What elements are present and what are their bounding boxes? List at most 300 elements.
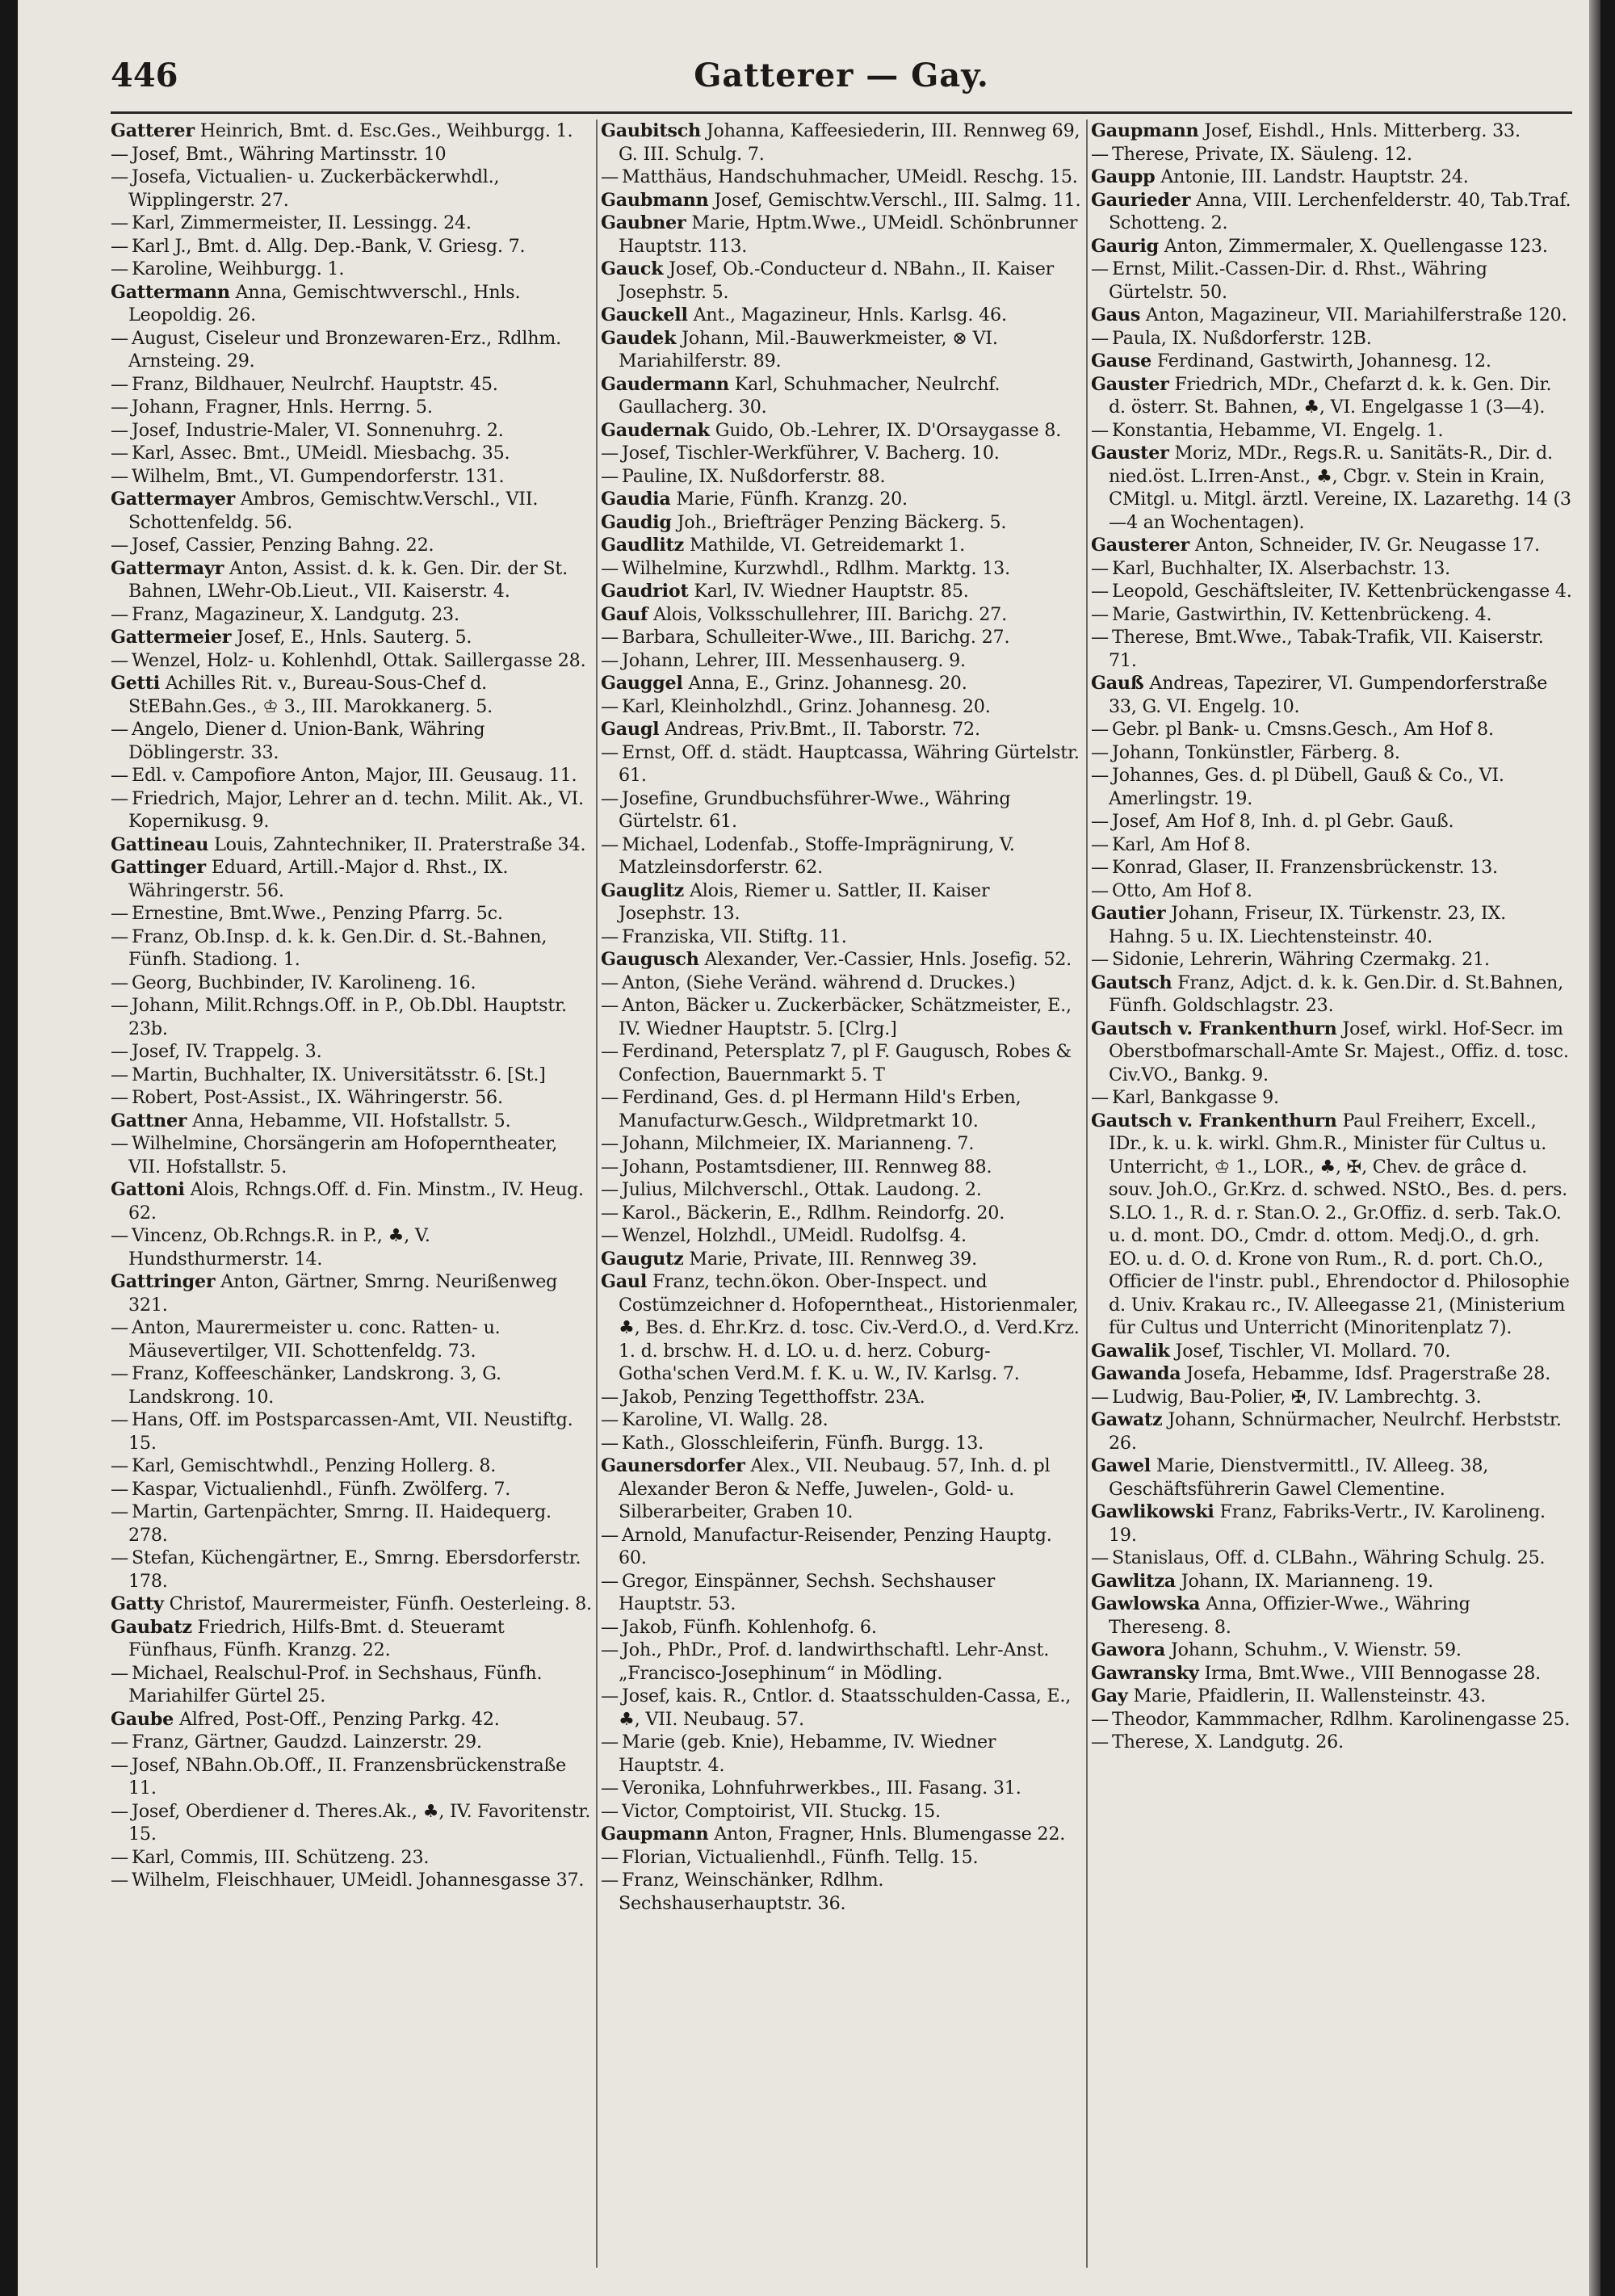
directory-entry	[111, 1454, 592, 1478]
directory-entry	[601, 511, 1082, 535]
entry-details: Marie, Private, III. Rennweg 39.	[689, 1248, 977, 1270]
entry-details: Wenzel, Holz- u. Kohlenhdl, Ottak. Saillergasse 28.	[132, 649, 586, 671]
repeat-dash: —	[111, 397, 128, 418]
repeat-dash: —	[1091, 719, 1109, 740]
repeat-dash: —	[111, 972, 128, 993]
repeat-dash: —	[1091, 879, 1109, 901]
directory-entry	[601, 189, 1082, 212]
directory-entry	[1091, 1731, 1572, 1754]
entry-details: Ernst, Milit.-Cassen-Dir. d. Rhst., Währing Gürtelstr. 50.	[1109, 258, 1487, 303]
directory-entry	[601, 1524, 1082, 1570]
entry-details: Ambros, Gemischtw.Verschl., VII. Schottenfeldg. 56.	[128, 489, 539, 533]
entry-details: Kath., Glosschleiferin, Fünfh. Burgg. 13.	[622, 1432, 984, 1454]
entry-details: Marie, Hptm.Wwe., UMeidl. Schönbrunner Hauptstr. 113.	[619, 212, 1078, 257]
entry-details: Karl, Zimmermeister, II. Lessingg. 24.	[132, 212, 472, 233]
directory-entry	[601, 1454, 1082, 1524]
directory-entry	[1091, 1685, 1572, 1708]
column-divider	[1086, 120, 1088, 2268]
repeat-dash: —	[111, 1363, 128, 1384]
directory-entry	[601, 419, 1082, 443]
entry-details: Veronika, Lohnfuhrwerkbes., III. Fasang. 31.	[622, 1778, 1021, 1799]
repeat-dash: —	[601, 995, 619, 1016]
entry-details: Victor, Comptoirist, VII. Stuckg. 15.	[622, 1800, 941, 1822]
entry-details: Jakob, Penzing Tegetthoffstr. 23A.	[622, 1386, 925, 1408]
entry-details: Anton, Gärtner, Smrng. Neurißenweg 321.	[128, 1271, 558, 1316]
directory-entry	[1091, 1408, 1572, 1454]
repeat-dash: —	[111, 1731, 128, 1752]
entry-details: Pauline, IX. Nußdorferstr. 88.	[622, 465, 886, 487]
entry-details: Michael, Lodenfab., Stoffe-Imprägnirung, V. Matzleinsdorferstr. 62.	[619, 833, 1015, 878]
directory-entry	[1091, 1454, 1572, 1501]
entry-details: Marie, Fünfh. Kranzg. 20.	[676, 489, 908, 510]
directory-entry	[601, 304, 1082, 327]
directory-entry	[1091, 972, 1572, 1018]
entry-surname: Gattermann	[111, 281, 230, 303]
entry-details: Gregor, Einspänner, Sechsh. Sechshauser Hauptstr. 53.	[619, 1570, 996, 1614]
directory-entry	[1091, 626, 1572, 672]
repeat-dash: —	[111, 903, 128, 924]
entry-surname: Gaurig	[1091, 235, 1159, 257]
directory-entry	[111, 1800, 592, 1846]
repeat-dash: —	[601, 787, 619, 809]
directory-entry	[111, 856, 592, 902]
repeat-dash: —	[1091, 949, 1109, 970]
repeat-dash: —	[601, 1870, 619, 1891]
directory-entry	[601, 879, 1082, 926]
repeat-dash: —	[111, 1455, 128, 1476]
directory-entry	[601, 1800, 1082, 1824]
entry-details: Hans, Off. im Postsparcassen-Amt, VII. Neustiftg. 15.	[128, 1409, 573, 1454]
entry-details: Josef, wirkl. Hof-Secr. im Oberstbofmarschall-Amte Sr. Majest., Offiz. d. tosc. Civ.VO., Bankg. 9.	[1109, 1018, 1569, 1085]
entry-details: Karl J., Bmt. d. Allg. Dep.-Bank, V. Griesg. 7.	[132, 235, 526, 257]
directory-entry	[111, 1754, 592, 1800]
entry-details: Arnold, Manufactur-Reisender, Penzing Hauptg. 60.	[619, 1524, 1052, 1568]
repeat-dash: —	[1091, 1386, 1109, 1408]
entry-details: Anton, Zimmermaler, X. Quellengasse 123.	[1164, 235, 1548, 257]
repeat-dash: —	[111, 166, 128, 187]
directory-entry	[601, 1616, 1082, 1639]
directory-entry	[1091, 350, 1572, 373]
repeat-dash: —	[111, 765, 128, 786]
directory-entry	[1091, 1570, 1572, 1593]
directory-entry	[111, 534, 592, 557]
directory-entry	[601, 534, 1082, 557]
directory-entry	[111, 327, 592, 373]
entry-details: Ernst, Off. d. städt. Hauptcassa, Währing Gürtelstr. 61.	[619, 741, 1080, 786]
directory-entry	[601, 1869, 1082, 1915]
directory-entry	[601, 258, 1082, 304]
directory-entry	[1091, 189, 1572, 235]
entry-details: Franz, Koffeeschänker, Landskrong. 3, G. Landskrong. 10.	[128, 1363, 501, 1408]
directory-entry	[601, 1685, 1082, 1731]
entry-surname: Gaudlitz	[601, 535, 685, 556]
entry-surname: Gaugusch	[601, 949, 699, 970]
directory-entry	[601, 120, 1082, 166]
repeat-dash: —	[601, 1179, 619, 1200]
directory-entry	[1091, 1362, 1572, 1386]
entry-details: Vincenz, Ob.Rchngs.R. in P., ♣, V. Hundsthurmerstr. 14.	[128, 1225, 430, 1270]
entry-surname: Gaudernak	[601, 419, 710, 441]
entry-surname: Gaugutz	[601, 1248, 684, 1270]
entry-details: Josef, Industrie-Maler, VI. Sonnenuhrg. 2.	[132, 419, 504, 441]
entry-details: Heinrich, Bmt. d. Esc.Ges., Weihburgg. 1.	[199, 120, 573, 141]
entry-surname: Gawanda	[1091, 1363, 1181, 1384]
repeat-dash: —	[111, 926, 128, 947]
repeat-dash: —	[111, 235, 128, 257]
repeat-dash: —	[111, 1409, 128, 1430]
entry-details: Otto, Am Hof 8.	[1112, 879, 1252, 901]
directory-entry	[601, 649, 1082, 673]
entry-surname: Gattoni	[111, 1179, 185, 1200]
repeat-dash: —	[111, 373, 128, 395]
directory-entry	[111, 672, 592, 718]
repeat-dash: —	[601, 1731, 619, 1752]
entry-details: Anton, Maurermeister u. conc. Ratten- u. Mäusevertilger, VII. Schottenfeldg. 73.	[128, 1317, 501, 1362]
entry-details: Georg, Buchbinder, IV. Karolineng. 16.	[132, 972, 476, 993]
entry-surname: Gaudig	[601, 511, 672, 533]
directory-entry	[601, 1846, 1082, 1870]
entry-details: Ferdinand, Petersplatz 7, pl F. Gaugusch, Robes & Confection, Bauernmarkt 5. T	[619, 1041, 1072, 1085]
entry-details: Andreas, Priv.Bmt., II. Taborstr. 72.	[665, 719, 980, 740]
entry-details: Joh., Briefträger Penzing Bäckerg. 5.	[677, 511, 1007, 533]
directory-entry	[601, 1386, 1082, 1409]
directory-entry	[1091, 718, 1572, 741]
entry-details: Wilhelm, Bmt., VI. Gumpendorferstr. 131.	[132, 465, 505, 487]
repeat-dash: —	[111, 327, 128, 349]
directory-entry	[601, 1777, 1082, 1800]
page-number: 446	[111, 57, 178, 94]
repeat-dash: —	[111, 1846, 128, 1868]
entry-surname: Gauster	[1091, 443, 1169, 464]
entry-surname: Gauß	[1091, 673, 1144, 694]
entry-details: Josefine, Grundbuchsführer-Wwe., Währing Gürtelstr. 61.	[619, 787, 1011, 832]
column-3	[1091, 120, 1572, 2268]
directory-entry	[601, 718, 1082, 741]
directory-entry	[1091, 672, 1572, 718]
directory-entry	[111, 166, 592, 212]
entry-details: Karol., Bäckerin, E., Rdlhm. Reindorfg. 20.	[622, 1202, 1005, 1224]
entry-details: Matthäus, Handschuhmacher, UMeidl. Reschg. 15.	[622, 166, 1078, 187]
directory-entry	[601, 1086, 1082, 1132]
directory-entry	[601, 948, 1082, 972]
repeat-dash: —	[1091, 741, 1109, 763]
entry-details: Karl, Am Hof 8.	[1112, 833, 1251, 855]
repeat-dash: —	[601, 1133, 619, 1154]
directory-entry	[1091, 810, 1572, 833]
entry-details: Franz, Ob.Insp. d. k. k. Gen.Dir. d. St.-Bahnen, Fünfh. Stadiong. 1.	[128, 926, 547, 970]
entry-details: Stanislaus, Off. d. CLBahn., Währing Schulg. 25.	[1112, 1547, 1546, 1568]
entry-surname: Gattner	[111, 1110, 187, 1131]
entry-details: Theodor, Kammmacher, Rdlhm. Karolinengasse 25.	[1112, 1708, 1571, 1730]
directory-entry	[1091, 143, 1572, 166]
repeat-dash: —	[111, 649, 128, 671]
running-head: Gatterer — Gay.	[694, 57, 989, 94]
entry-details: Irma, Bmt.Wwe., VIII Bennogasse 28.	[1204, 1662, 1542, 1684]
directory-entry	[111, 1086, 592, 1110]
directory-entry	[601, 1040, 1082, 1086]
entry-surname: Getti	[111, 673, 160, 694]
directory-entry	[1091, 603, 1572, 627]
entry-surname: Gausterer	[1091, 535, 1190, 556]
entry-surname: Gaurieder	[1091, 189, 1191, 211]
entry-details: Josef, NBahn.Ob.Off., II. Franzensbrückenstraße 11.	[128, 1754, 567, 1799]
entry-surname: Gaus	[1091, 304, 1141, 325]
repeat-dash: —	[601, 1570, 619, 1592]
entry-surname: Gautier	[1091, 903, 1166, 924]
entry-details: Paul Freiherr, Excell., IDr., k. u. k. wirkl. Ghm.R., Minister für Cultus u. Unterricht, ♔ 1., LOR., ♣, ✠, Chev. de grâce d. souv. Joh.O., Gr.Krz. d. schwed. NStO., Bes. d. pers. S.LO. 1., R. d. r. Stan.O. 2., Gr.Offiz. d. serb. Tak.O. u. d. mont. DO., Cmdr. d. ottom. Medj.O., d. grh. EO. u. d. O. d. Krone von Rum., R. d. port. Ch.O., Officier de l'instr. publ., Ehrendoctor d. Philosophie d. Univ. Krakau rc., IV. Alleegasse 21, (Ministerium für Cultus und Unterricht (Minoritenplatz 7).	[1109, 1110, 1570, 1338]
entry-details: Josef, Am Hof 8, Inh. d. pl Gebr. Gauß.	[1112, 811, 1454, 832]
directory-entry	[111, 1616, 592, 1662]
directory-entry	[1091, 1018, 1572, 1087]
entry-surname: Gaul	[601, 1271, 648, 1292]
directory-entry	[601, 695, 1082, 719]
repeat-dash: —	[601, 1202, 619, 1224]
entry-surname: Gauck	[601, 258, 664, 279]
repeat-dash: —	[111, 1754, 128, 1776]
directory-entry	[1091, 557, 1572, 581]
entry-surname: Gawatz	[1091, 1409, 1163, 1430]
entry-details: Achilles Rit. v., Bureau-Sous-Chef d. StEBahn.Ges., ♔ 3., III. Marokkanerg. 5.	[128, 673, 493, 717]
repeat-dash: —	[111, 719, 128, 740]
entry-details: Friedrich, Hilfs-Bmt. d. Steueramt Fünfhaus, Fünfh. Kranzg. 22.	[128, 1616, 505, 1660]
directory-entry	[1091, 879, 1572, 903]
entry-details: Leopold, Geschäftsleiter, IV. Kettenbrückengasse 4.	[1112, 581, 1572, 602]
repeat-dash: —	[601, 1685, 619, 1706]
repeat-dash: —	[111, 465, 128, 487]
entry-surname: Gawel	[1091, 1455, 1151, 1476]
repeat-dash: —	[601, 649, 619, 671]
directory-entry	[601, 488, 1082, 511]
directory-entry	[601, 1731, 1082, 1777]
directory-entry	[111, 1478, 592, 1501]
page-edge	[1589, 0, 1600, 2296]
repeat-dash: —	[601, 1800, 619, 1822]
entry-details: Franziska, VII. Stiftg. 11.	[622, 926, 847, 947]
entry-details: Julius, Milchverschl., Ottak. Laudong. 2.	[622, 1179, 982, 1200]
directory-entry	[601, 1432, 1082, 1455]
entry-surname: Gay	[1091, 1685, 1128, 1706]
directory-entry	[1091, 442, 1572, 534]
repeat-dash: —	[601, 1846, 619, 1868]
entry-details: Josef, IV. Trappelg. 3.	[132, 1041, 322, 1062]
entry-details: Eduard, Artill.-Major d. Rhst., IX. Währingerstr. 56.	[128, 857, 509, 901]
repeat-dash: —	[1091, 1708, 1109, 1730]
directory-entry	[1091, 327, 1572, 350]
entry-details: Karl, Kleinholzhdl., Grinz. Johannesg. 20.	[622, 695, 991, 717]
entry-details: Josefa, Victualien- u. Zuckerbäckerwhdl., Wipplingerstr. 27.	[128, 166, 500, 211]
directory-entry	[601, 373, 1082, 419]
repeat-dash: —	[601, 1639, 619, 1660]
directory-entry	[1091, 1662, 1572, 1685]
directory-entry	[601, 1156, 1082, 1179]
directory-entry	[111, 787, 592, 833]
entry-surname: Gattringer	[111, 1271, 216, 1292]
entry-details: Robert, Post-Assist., IX. Währingerstr. 56.	[132, 1087, 503, 1108]
directory-entry	[1091, 1386, 1572, 1409]
entry-details: Karl, Buchhalter, IX. Alserbachstr. 13.	[1112, 557, 1450, 579]
entry-details: Paula, IX. Nußdorferstr. 12B.	[1112, 327, 1372, 349]
directory-entry	[111, 718, 592, 764]
directory-entry	[111, 603, 592, 627]
directory-entry	[601, 672, 1082, 695]
directory-entry	[601, 1248, 1082, 1271]
entry-details: Mathilde, VI. Getreidemarkt 1.	[689, 535, 966, 556]
directory-entry	[601, 741, 1082, 787]
repeat-dash: —	[1091, 857, 1109, 878]
repeat-dash: —	[601, 465, 619, 487]
entry-surname: Gauglitz	[601, 879, 685, 901]
entry-surname: Gaupp	[1091, 166, 1156, 187]
repeat-dash: —	[111, 1800, 128, 1822]
repeat-dash: —	[1091, 765, 1109, 786]
entry-details: Christof, Maurermeister, Fünfh. Oesterleing. 8.	[169, 1593, 592, 1614]
entry-details: Jakob, Fünfh. Kohlenhofg. 6.	[622, 1616, 877, 1638]
repeat-dash: —	[601, 443, 619, 464]
entry-details: Johann, Milchmeier, IX. Marianneng. 7.	[622, 1133, 975, 1154]
directory-entry	[111, 1110, 592, 1133]
entry-details: Josef, Gemischtw.Verschl., III. Salmg. 11.	[714, 189, 1081, 211]
directory-entry	[111, 373, 592, 397]
directory-entry	[601, 1408, 1082, 1432]
directory-entry	[1091, 902, 1572, 948]
entry-details: Franz, Weinschänker, Rdlhm. Sechshauserhauptstr. 36.	[619, 1870, 884, 1914]
entry-surname: Gaube	[111, 1708, 174, 1730]
directory-entry	[111, 1593, 592, 1616]
entry-details: Josef, Tischler, VI. Mollard. 70.	[1175, 1340, 1451, 1362]
entry-details: Therese, Bmt.Wwe., Tabak-Trafik, VII. Kaiserstr. 71.	[1109, 627, 1544, 671]
directory-entry	[111, 833, 592, 857]
column-2	[601, 120, 1082, 2268]
directory-entry	[111, 994, 592, 1040]
entry-details: Johann, IX. Marianneng. 19.	[1181, 1570, 1433, 1592]
entry-details: Antonie, III. Landstr. Hauptstr. 24.	[1160, 166, 1469, 187]
repeat-dash: —	[111, 443, 128, 464]
directory-entry	[1091, 580, 1572, 603]
directory-entry	[601, 557, 1082, 581]
directory-entry	[601, 1570, 1082, 1616]
repeat-dash: —	[111, 143, 128, 165]
repeat-dash: —	[601, 1225, 619, 1246]
entry-details: Anna, E., Grinz. Johannesg. 20.	[688, 673, 967, 694]
directory-entry	[111, 396, 592, 419]
entry-surname: Gautsch	[1091, 972, 1172, 993]
repeat-dash: —	[601, 833, 619, 855]
repeat-dash: —	[111, 1501, 128, 1522]
entry-details: Johannes, Ges. d. pl Dübell, Gauß & Co., VI. Amerlingstr. 19.	[1109, 765, 1504, 809]
entry-surname: Gawora	[1091, 1639, 1166, 1660]
entry-details: Josefa, Hebamme, Idsf. Pragerstraße 28.	[1186, 1363, 1551, 1384]
directory-entry	[111, 1132, 592, 1178]
entry-details: Marie, Pfaidlerin, II. Wallensteinstr. 43.	[1133, 1685, 1486, 1706]
entry-details: Karoline, Weihburgg. 1.	[132, 258, 345, 279]
directory-entry	[601, 603, 1082, 627]
entry-surname: Gaubitsch	[601, 120, 701, 141]
directory-entry	[111, 1869, 592, 1892]
entry-details: Johann, Schnürmacher, Neulrchf. Herbststr. 26.	[1109, 1409, 1562, 1454]
entry-surname: Gatty	[111, 1593, 164, 1614]
directory-entry	[1091, 258, 1572, 304]
entry-surname: Gaubmann	[601, 189, 709, 211]
directory-entry	[601, 926, 1082, 949]
entry-surname: Gattermayer	[111, 489, 235, 510]
repeat-dash: —	[111, 787, 128, 809]
directory-entry	[111, 1362, 592, 1408]
entry-surname: Gattinger	[111, 857, 206, 878]
repeat-dash: —	[601, 926, 619, 947]
repeat-dash: —	[601, 1409, 619, 1430]
repeat-dash: —	[111, 1064, 128, 1085]
directory-entry	[111, 1731, 592, 1754]
entry-surname: Gawlitza	[1091, 1570, 1176, 1592]
entry-details: Josef, E., Hnls. Sauterg. 5.	[237, 627, 472, 648]
entry-details: Franz, Adjct. d. k. k. Gen.Dir. d. St.Bahnen, Fünfh. Goldschlagstr. 23.	[1109, 972, 1563, 1016]
entry-surname: Gatterer	[111, 120, 195, 141]
entry-surname: Gaudriot	[601, 581, 689, 602]
entry-details: Konrad, Glaser, II. Franzensbrückenstr. 13.	[1112, 857, 1498, 878]
entry-details: Ernestine, Bmt.Wwe., Penzing Pfarrg. 5c.	[132, 903, 503, 924]
directory-entry	[1091, 373, 1572, 419]
entry-details: Franz, Fabriks-Vertr., IV. Karolineng. 19.	[1109, 1501, 1546, 1546]
entry-surname: Gattermeier	[111, 627, 232, 648]
repeat-dash: —	[601, 1432, 619, 1454]
repeat-dash: —	[1091, 258, 1109, 279]
entry-details: Ferdinand, Gastwirth, Johannesg. 12.	[1156, 350, 1491, 371]
entry-details: Karoline, VI. Wallg. 28.	[622, 1409, 828, 1430]
directory-entry	[601, 787, 1082, 833]
directory-entry	[111, 1408, 592, 1454]
entry-details: Friedrich, Major, Lehrer an d. techn. Milit. Ak., VI. Kopernikusg. 9.	[128, 787, 584, 832]
directory-entry	[1091, 419, 1572, 443]
directory-entry	[1091, 1593, 1572, 1639]
repeat-dash: —	[601, 741, 619, 763]
directory-entry	[111, 626, 592, 649]
repeat-dash: —	[111, 1547, 128, 1568]
entry-details: Karl, IV. Wiedner Hauptstr. 85.	[694, 581, 969, 602]
directory-entry	[111, 1178, 592, 1224]
entry-details: Anna, VIII. Lerchenfelderstr. 40, Tab.Traf. Schotteng. 2.	[1109, 189, 1571, 233]
entry-details: Josef, Bmt., Währing Martinsstr. 10	[132, 143, 447, 165]
directory-entry	[601, 465, 1082, 489]
entry-details: Franz, Magazineur, X. Landgutg. 23.	[132, 603, 459, 625]
entry-details: Marie, Dienstvermittl., IV. Alleeg. 38, Geschäftsführerin Gawel Clementine.	[1109, 1455, 1489, 1500]
repeat-dash: —	[601, 1524, 619, 1546]
repeat-dash: —	[111, 258, 128, 279]
entry-details: Anna, Offizier-Wwe., Währing Thereseng. 8.	[1109, 1593, 1470, 1638]
entry-details: Johann, Schuhm., V. Wienstr. 59.	[1170, 1639, 1462, 1660]
entry-details: Martin, Gartenpächter, Smrng. II. Haidequerg. 278.	[128, 1501, 552, 1546]
directory-entry	[111, 926, 592, 972]
repeat-dash: —	[601, 972, 619, 993]
directory-entry	[1091, 1547, 1572, 1570]
repeat-dash: —	[1091, 1731, 1109, 1752]
entry-details: Anton, Schneider, IV. Gr. Neugasse 17.	[1194, 535, 1540, 556]
directory-entry	[1091, 948, 1572, 972]
directory-entry	[1091, 304, 1572, 327]
entry-surname: Gattineau	[111, 833, 209, 855]
directory-entry	[111, 902, 592, 926]
directory-page	[18, 0, 1600, 2296]
entry-details: Therese, X. Landgutg. 26.	[1112, 1731, 1344, 1752]
directory-entry	[111, 258, 592, 281]
entry-details: Friedrich, MDr., Chefarzt d. k. k. Gen. Dir. d. österr. St. Bahnen, ♣, VI. Engelgasse 1 (3—4).	[1109, 373, 1552, 418]
repeat-dash: —	[1091, 603, 1109, 625]
entry-surname: Gaupmann	[601, 1824, 709, 1845]
directory-entry	[111, 419, 592, 443]
entry-details: Johann, Friseur, IX. Türkenstr. 23, IX. Hahng. 5 u. IX. Liechtensteinstr. 40.	[1109, 903, 1506, 947]
entry-details: Wilhelmine, Kurzwhdl., Rdlhm. Marktg. 13.	[622, 557, 1010, 579]
entry-details: Wenzel, Holzhdl., UMeidl. Rudolfsg. 4.	[622, 1225, 967, 1246]
directory-entry	[1091, 534, 1572, 557]
